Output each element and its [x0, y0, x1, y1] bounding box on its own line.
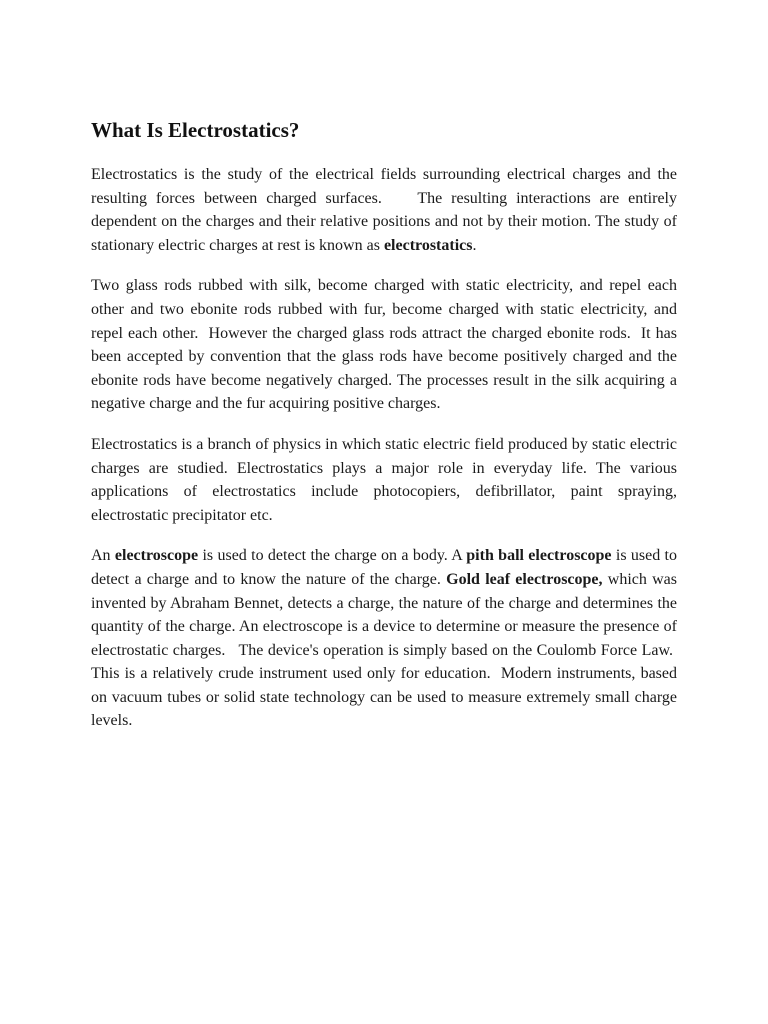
paragraph-electroscope	[91, 544, 677, 733]
paragraph-electroscope-text-4: which was invented by Abraham Bennet, detects a charge, the nature of the charge and determines the quantity of the charge. An electroscope is a device to determine or measure the presence of electrostatic charges. The device's operation is simply based on the Coulomb Force Law. This is a relatively crude instrument used only for education. Modern instruments, based on vacuum tubes or solid state technology can be used to measure extremely small charge levels.	[91, 570, 678, 730]
paragraph-definition-end: .	[472, 236, 477, 254]
paragraph-electroscope-text-3: is used to detect a charge and to know the nature of the charge.	[91, 547, 677, 588]
term-pith-ball-electroscope: pith ball electroscope	[466, 547, 612, 565]
term-electrostatics: electrostatics	[383, 236, 473, 254]
term-gold-leaf-electroscope: Gold leaf electroscope,	[446, 570, 603, 588]
page-title: What Is Electrostatics?	[91, 118, 300, 142]
paragraph-definition-text: Electrostatics is the study of the electrical fields surrounding electrical charges and the resulting forces between charged surfaces. The resulting interactions are entirely dependent on the charges and their relative positions and not by their motion. The study of stationary electric charges at rest is known as	[91, 166, 677, 254]
term-electroscope: electroscope	[114, 547, 199, 565]
document-page	[91, 114, 677, 750]
paragraph-electroscope-text-2: is used to detect the charge on a body. A	[198, 547, 467, 565]
paragraph-applications: Electrostatics is a branch of physics in which static electric field produced by static electric charges are studied. Electrostatics plays a major role in everyday life. The various applications of electrostatics include photocopiers, defibrillator, paint spraying, electrostatic precipitator etc.	[91, 435, 677, 524]
paragraph-definition	[91, 163, 677, 257]
paragraph-electroscope-text-1: An	[91, 547, 115, 565]
paragraph-glass-rods: Two glass rods rubbed with silk, become charged with static electricity, and repel each other and two ebonite rods rubbed with fur, become charged with static electricity, and repel each other. However the charged glass rods attract the charged ebonite rods. It has been accepted by convention that the glass rods have become positively charged and the ebonite rods have become negatively charged. The processes result in the silk acquiring a negative charge and the fur acquiring positive charges.	[91, 277, 677, 413]
